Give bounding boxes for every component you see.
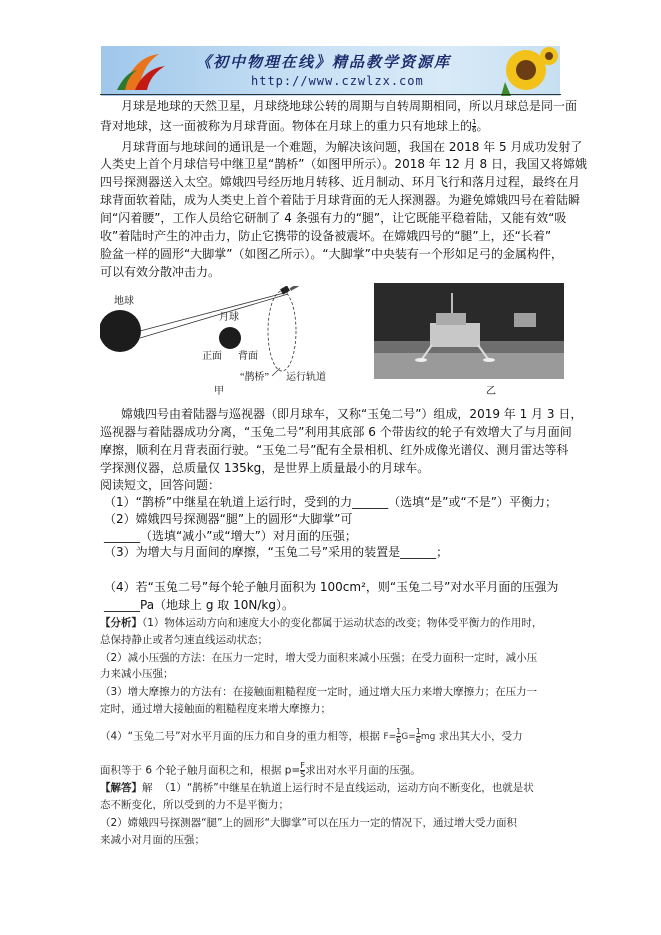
analysis-line: 力来减小压强； [100, 668, 174, 680]
solution-line: 【解答】解 （1）“鹊桥”中继星在轨道上运行时不是直线运动，运动方向不断变化，也就是状 [100, 782, 534, 794]
passage-line: 摩擦，顺利在月背表面行驶。“玉兔二号”配有全景相机、红外成像光谱仪、测月雷达等科 [100, 443, 569, 457]
solution-label: 【解答】 [100, 782, 142, 794]
orbit-label: 运行轨道 [286, 372, 326, 383]
analysis-label: 【分析】 [100, 617, 142, 629]
analysis-line: （2）减小压强的方法：在压力一定时，增大受力面积来减小压强；在受力面积一定时，减小压 [100, 652, 538, 664]
banner-url: http://www.czwlzx.com [251, 74, 424, 88]
question-2-cont: ______（选填“减小”或“增大”）对月面的压强； [104, 529, 357, 543]
passage-line: 可以有效分散冲击力。 [100, 265, 221, 279]
passage-line: 四号探测器送入太空。嫦娥四号经历地月转移、近月制动、环月飞行和落月过程，最终在月 [100, 175, 581, 189]
formula: F= $\frac{1}{6}$ G= $\frac{1}{6}$ mg [383, 727, 436, 745]
satellite-icon [280, 286, 299, 295]
fraction: $\frac{1}{6}$ [472, 118, 477, 134]
queqiao-label: “鹊桥” [240, 372, 269, 383]
figure-yi-photo [374, 283, 564, 396]
passage-line: 学探测仪器，总质量仅 135kg，是世界上质量最小的月球车。 [100, 461, 430, 475]
passage-line: 巡视器与着陆器成功分离，“玉兔二号”利用其底部 6 个带齿纹的轮子有效增大了与月面间 [100, 425, 572, 439]
passage-line: 嫦娥四号由着陆器与巡视器（即月球车，又称“玉兔二号”）组成，2019 年 1 月 3 日， [121, 407, 583, 421]
question-1: （1）“鹊桥”中继星在轨道上运行时，受到的力______（选填“是”或“不是”）平衡力； [104, 495, 557, 509]
solution-line: 态不断变化，所以受到的力不是平衡力； [100, 799, 289, 811]
analysis-line: （3）增大摩擦力的方法有：在接触面粗糙程度一定时，通过增大压力来增大摩擦力；在压力一 [100, 686, 538, 698]
analysis-line: 【分析】（1）物体运动方向和速度大小的变化都属于运动状态的改变；物体受平衡力的作用时， [100, 617, 543, 629]
passage-line: 收”着陆时产生的冲击力，防止它携带的设备被震坏。在嫦娥四号的“腿”上，还“长着” [100, 229, 552, 243]
orbit-path [268, 291, 296, 371]
passage-line: 球背面软着陆，成为人类史上首个着陆于月球背面的无人探测器。为避免嫦娥四号在着陆瞬 [100, 193, 581, 207]
passage-line: 人类史上首个月球信号中继卫星“鹊桥”（如图甲所示）。2018 年 12 月 8 日，我国又将嫦娥 [100, 157, 587, 171]
passage-line: 背对地球，这一面被称为月球背面。物体在月球上的重力只有地球上的 $\frac{1}{6}$ 。 [100, 118, 489, 134]
back-label: 背面 [238, 351, 258, 362]
figure-caption: 乙 [486, 386, 496, 396]
questions-intro: 阅读短文，回答问题： [100, 478, 221, 492]
passage-text: 背对地球，这一面被称为月球背面。物体在月球上的重力只有地球上的 [100, 119, 473, 133]
figure-caption: 甲 [214, 386, 224, 397]
header-divider [100, 94, 561, 95]
passage-line: 间“闪着腰”，工作人员给它研制了 4 条强有力的“腿”，让它既能平稳着陆，又能有效“吸 [100, 211, 567, 225]
solution-line: 来减小对月面的压强； [100, 834, 205, 846]
sunflower-icon [501, 47, 558, 96]
passage-line: 月球是地球的天然卫星，月球绕地球公转的周期与自转周期相同，所以月球总是同一面 [121, 99, 578, 113]
question-2: （2）嫦娥四号探测器“腿”上的圆形“大脚掌”可 [104, 512, 353, 526]
passage-line: 月球背面与地球间的通讯是一个难题，为解决该问题，我国在 2018 年 5 月成功发射了 [121, 140, 583, 154]
banner-title: 《初中物理在线》精品教学资源库 [196, 53, 452, 71]
question-4-cont: ______Pa（地球上 g 取 10N/kg）。 [104, 598, 294, 612]
analysis-line: （4）“玉兔二号”对水平月面的压力和自身的重力相等，根据 F= $\frac{1}{6}$ G= $\frac{1}{6}$ mg 求出其大小，受力 [100, 727, 523, 745]
analysis-line: 定时，通过增大接触面的粗糙程度来增大摩擦力； [100, 703, 331, 715]
header-banner [101, 46, 560, 96]
analysis-line: 总保持静止或者匀速直线运动状态； [100, 634, 268, 646]
passage-line: 脸盆一样的圆形“大脚掌”（如图乙所示）。“大脚掌”中央装有一个形如足弓的金属构件， [100, 247, 563, 261]
moon-label: 月球 [219, 312, 239, 323]
front-label: 正面 [202, 351, 222, 362]
earth-shape [100, 310, 141, 352]
figure-jia-diagram [100, 286, 350, 398]
earth-label: 地球 [114, 296, 134, 307]
question-3: （3）为增大与月面间的摩擦，“玉兔二号”采用的装置是______； [104, 545, 449, 559]
analysis-line: 面积等于 6 个轮子触月面积之和，根据 p= $\frac{F}{S}$ 求出对水平月面的压强。 [100, 761, 421, 779]
question-4: （4）若“玉兔二号”每个轮子触月面积为 100cm²，则“玉兔二号”对水平月面的压强为 [104, 580, 559, 594]
moon-shape [219, 327, 241, 349]
solution-line: （2）嫦娥四号探测器“腿”上的圆形“大脚掌”可以在压力一定的情况下，通过增大受力面积 [100, 817, 517, 829]
